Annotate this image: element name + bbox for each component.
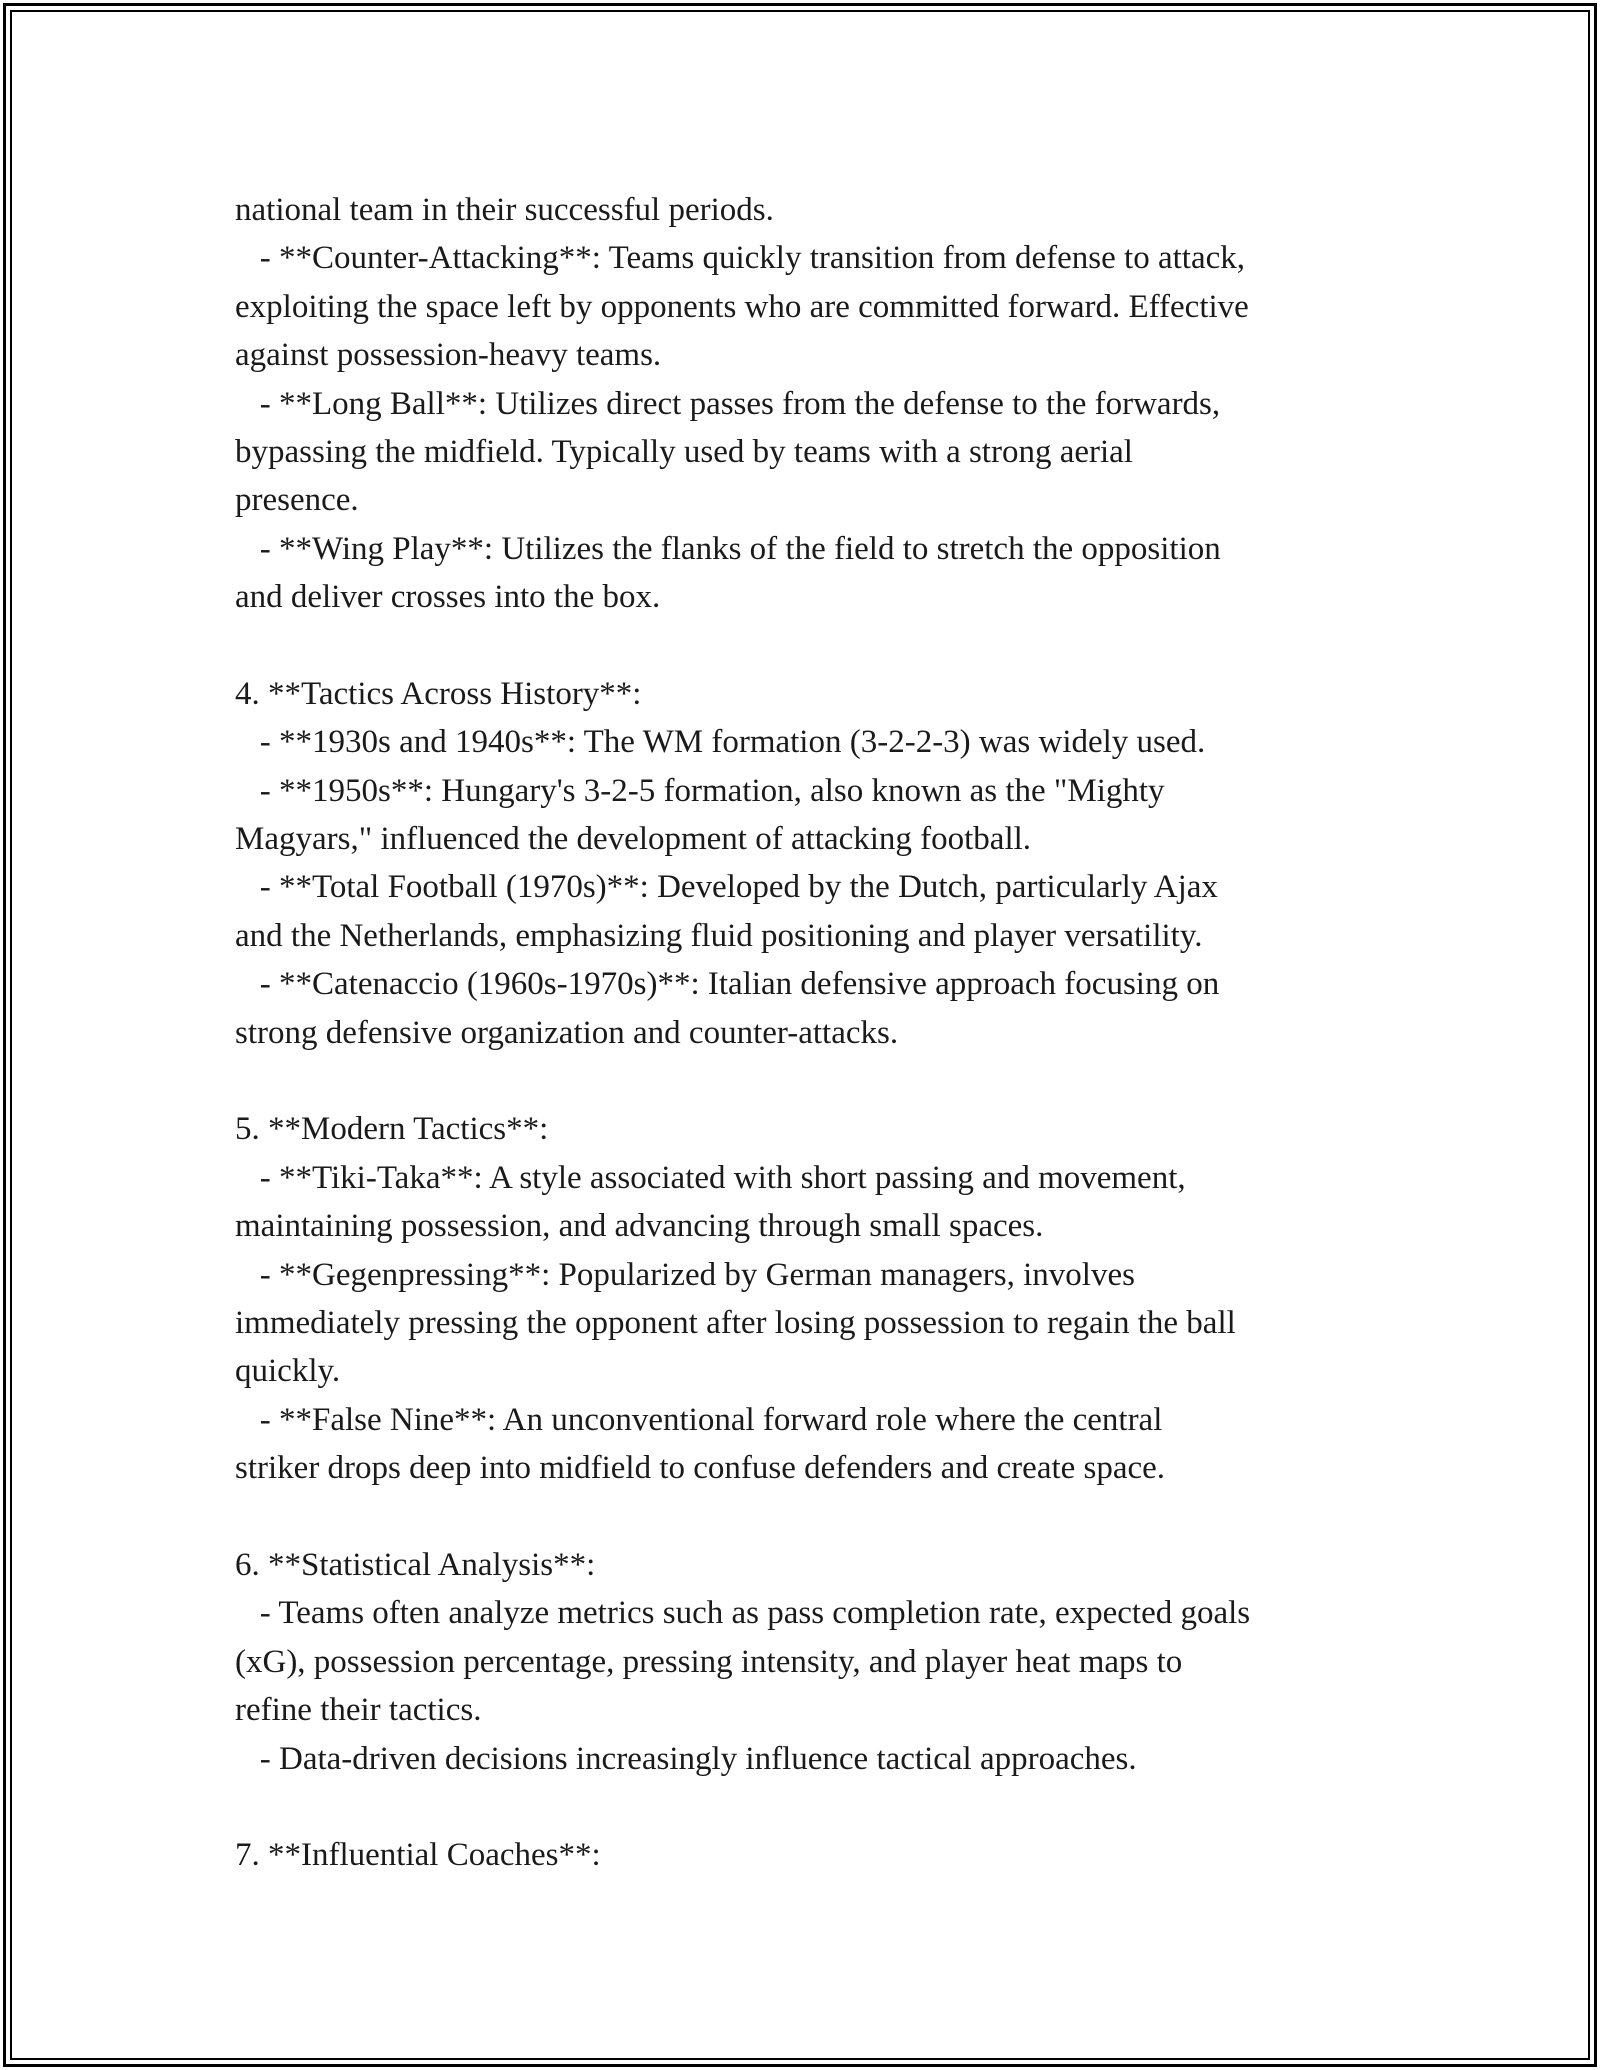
text-line: refine their tactics. [235,1692,482,1729]
section-heading: 4. **Tactics Across History**: [235,675,642,712]
text-line: - **1930s and 1940s**: The WM formation (3-2-2-3) was widely used. [235,724,1206,761]
blank-line [235,1783,1385,1831]
text-line: - **Counter-Attacking**: Teams quickly transition from defense to attack, [235,240,1245,277]
text-line: - **1950s**: Hungary's 3-2-5 formation, also known as the "Mighty [235,772,1165,809]
text-line: - **Long Ball**: Utilizes direct passes from the defense to the forwards, [235,385,1221,422]
blank-line [235,1057,1385,1105]
text-line: - **Tiki-Taka**: A style associated with short passing and movement, [235,1159,1186,1196]
blank-line [235,622,1385,670]
text-line: strong defensive organization and counter-attacks. [235,1014,899,1051]
section-heading: 5. **Modern Tactics**: [235,1111,549,1148]
text-line: national team in their successful periods. [235,192,774,228]
text-line: - **False Nine**: An unconventional forward role where the central [235,1401,1163,1438]
text-line: Magyars," influenced the development of attacking football. [235,821,1032,858]
text-line: - **Total Football (1970s)**: Developed by the Dutch, particularly Ajax [235,869,1218,906]
text-line: - **Catenaccio (1960s-1970s)**: Italian defensive approach focusing on [235,966,1220,1003]
text-line: - Teams often analyze metrics such as pass completion rate, expected goals [235,1595,1251,1632]
text-line: striker drops deep into midfield to confuse defenders and create space. [235,1450,1166,1487]
text-line: quickly. [235,1353,341,1390]
text-line: - **Wing Play**: Utilizes the flanks of the field to stretch the opposition [235,530,1221,567]
text-line: exploiting the space left by opponents who are committed forward. Effective [235,288,1249,325]
text-line: bypassing the midfield. Typically used by teams with a strong aerial [235,433,1133,470]
text-line: and the Netherlands, emphasizing fluid positioning and player versatility. [235,917,1203,954]
blank-line [235,1493,1385,1541]
text-line: presence. [235,482,359,519]
section-heading: 6. **Statistical Analysis**: [235,1546,596,1583]
text-line: - Data-driven decisions increasingly influence tactical approaches. [235,1740,1137,1777]
text-line: immediately pressing the opponent after losing possession to regain the ball [235,1304,1236,1341]
text-line: maintaining possession, and advancing through small spaces. [235,1208,1044,1245]
section-heading: 7. **Influential Coaches**: [235,1837,601,1874]
text-line: (xG), possession percentage, pressing intensity, and player heat maps to [235,1643,1183,1680]
document-body [235,186,1385,1880]
text-line: and deliver crosses into the box. [235,579,661,616]
text-line: - **Gegenpressing**: Popularized by German managers, involves [235,1256,1135,1293]
text-line: against possession-heavy teams. [235,337,662,374]
